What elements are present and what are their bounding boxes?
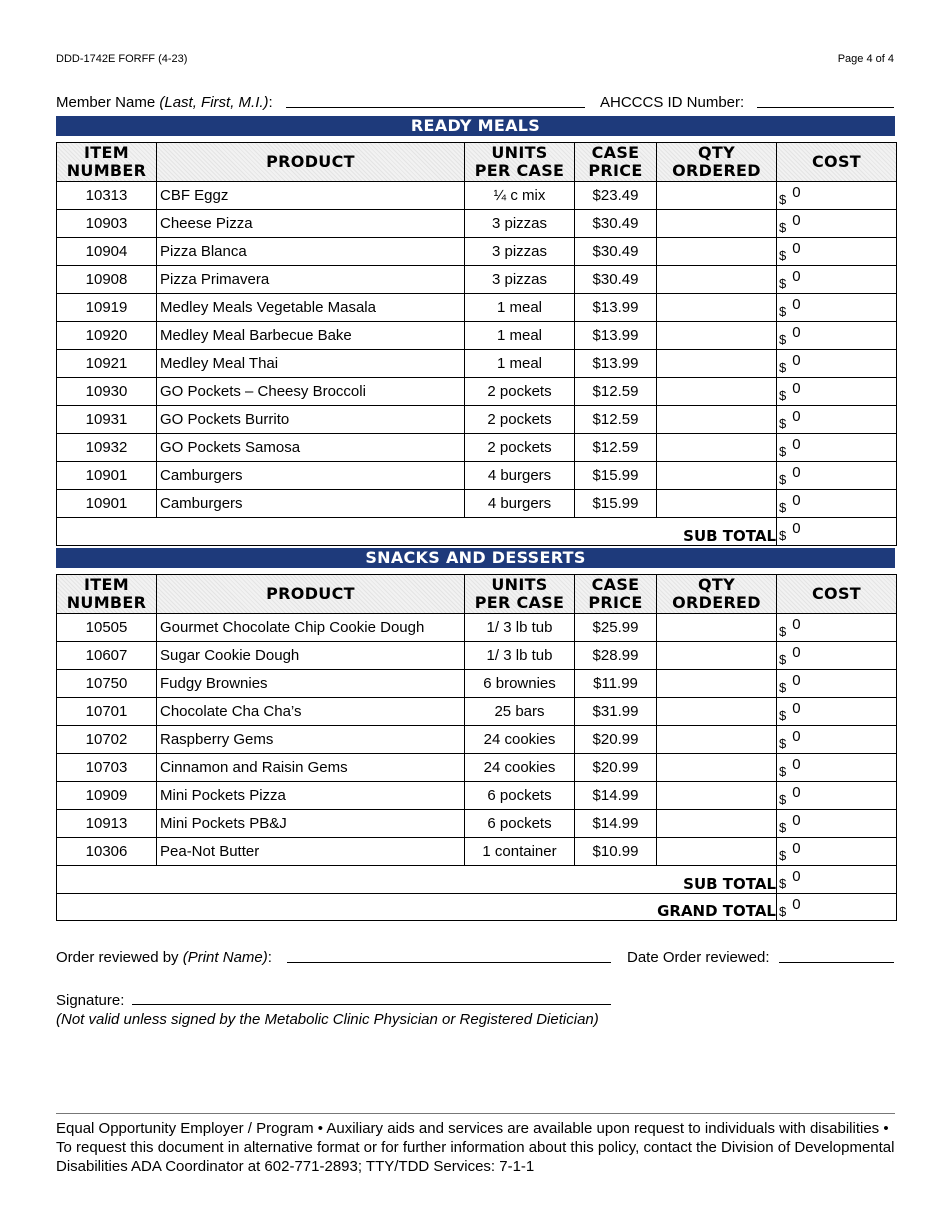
currency-sign: $ xyxy=(779,472,787,487)
units-per-case-cell: 3 pizzas xyxy=(465,210,575,238)
case-price-cell: $20.99 xyxy=(575,726,657,754)
snacks-subtotal-row xyxy=(57,866,897,894)
cost-value: 0 xyxy=(792,644,801,661)
qty-ordered-input[interactable] xyxy=(657,670,777,698)
ahcccs-id-field[interactable] xyxy=(757,107,894,108)
case-price-cell: $15.99 xyxy=(575,462,657,490)
snacks-subtotal-label: SUB TOTAL xyxy=(57,866,777,894)
product-cell: Cheese Pizza xyxy=(157,210,465,238)
case-price-cell: $13.99 xyxy=(575,294,657,322)
currency-sign: $ xyxy=(779,248,787,263)
currency-sign: $ xyxy=(779,388,787,403)
cost-value: 0 xyxy=(792,700,801,717)
qty-ordered-input[interactable] xyxy=(657,782,777,810)
table-row xyxy=(57,406,897,434)
ready-meals-subtotal-row xyxy=(57,518,897,546)
qty-ordered-input[interactable] xyxy=(657,350,777,378)
currency-sign: $ xyxy=(779,764,787,779)
table-row xyxy=(57,838,897,866)
currency-sign: $ xyxy=(779,820,787,835)
qty-ordered-input[interactable] xyxy=(657,378,777,406)
currency-sign: $ xyxy=(779,848,787,863)
col-case-price: CASE PRICE xyxy=(575,575,657,614)
page-number: Page 4 of 4 xyxy=(837,53,894,65)
snacks-header-row xyxy=(57,575,897,614)
snacks-table xyxy=(56,574,897,921)
cost-field[interactable] xyxy=(777,642,897,670)
table-row xyxy=(57,434,897,462)
snacks-subtotal-field[interactable] xyxy=(777,866,897,894)
item-number-cell: 10921 xyxy=(57,350,157,378)
case-price-cell: $20.99 xyxy=(575,754,657,782)
currency-sign: $ xyxy=(779,304,787,319)
ready-meals-header-row xyxy=(57,143,897,182)
units-per-case-cell: 3 pizzas xyxy=(465,238,575,266)
units-per-case-cell: 1 container xyxy=(465,838,575,866)
signature-field[interactable] xyxy=(132,1004,611,1005)
product-cell: GO Pockets Burrito xyxy=(157,406,465,434)
case-price-cell: $30.49 xyxy=(575,238,657,266)
item-number-cell: 10931 xyxy=(57,406,157,434)
cost-field[interactable] xyxy=(777,322,897,350)
cost-field[interactable] xyxy=(777,838,897,866)
case-price-cell: $12.59 xyxy=(575,406,657,434)
table-row xyxy=(57,490,897,518)
currency-sign: $ xyxy=(779,416,787,431)
reviewed-by-field[interactable] xyxy=(287,962,611,963)
item-number-cell: 10920 xyxy=(57,322,157,350)
col-units-per-case: UNITS PER CASE xyxy=(465,143,575,182)
case-price-cell: $30.49 xyxy=(575,266,657,294)
table-row xyxy=(57,614,897,642)
qty-ordered-input[interactable] xyxy=(657,642,777,670)
cost-field[interactable] xyxy=(777,378,897,406)
grand-total-label: GRAND TOTAL xyxy=(57,894,777,921)
table-row xyxy=(57,462,897,490)
currency-sign: $ xyxy=(779,528,787,543)
currency-sign: $ xyxy=(779,444,787,459)
qty-ordered-input[interactable] xyxy=(657,698,777,726)
qty-ordered-input[interactable] xyxy=(657,462,777,490)
qty-ordered-input[interactable] xyxy=(657,266,777,294)
cost-field[interactable] xyxy=(777,490,897,518)
item-number-cell: 10607 xyxy=(57,642,157,670)
currency-sign: $ xyxy=(779,500,787,515)
signature-label: Signature: xyxy=(56,992,125,1009)
col-item-number: ITEM NUMBER xyxy=(57,143,157,182)
units-per-case-cell: 1/ 3 lb tub xyxy=(465,614,575,642)
cost-value: 0 xyxy=(792,728,801,745)
cost-field[interactable] xyxy=(777,434,897,462)
table-row xyxy=(57,322,897,350)
date-reviewed-field[interactable] xyxy=(779,962,894,963)
cost-value: 0 xyxy=(792,408,801,425)
cost-field[interactable] xyxy=(777,462,897,490)
cost-value: 0 xyxy=(792,240,801,257)
item-number-cell: 10750 xyxy=(57,670,157,698)
units-per-case-cell: 4 burgers xyxy=(465,462,575,490)
cost-value: 0 xyxy=(792,296,801,313)
units-per-case-cell: 3 pizzas xyxy=(465,266,575,294)
ready-meals-title: READY MEALS xyxy=(56,116,895,136)
cost-value: 0 xyxy=(792,268,801,285)
cost-value: 0 xyxy=(792,464,801,481)
product-cell: Raspberry Gems xyxy=(157,726,465,754)
case-price-cell: $13.99 xyxy=(575,350,657,378)
cost-value: 0 xyxy=(792,380,801,397)
cost-field[interactable] xyxy=(777,182,897,210)
units-per-case-cell: 6 pockets xyxy=(465,782,575,810)
table-row xyxy=(57,698,897,726)
case-price-cell: $31.99 xyxy=(575,698,657,726)
item-number-cell: 10702 xyxy=(57,726,157,754)
product-cell: GO Pockets – Cheesy Broccoli xyxy=(157,378,465,406)
reviewed-by-text: Order reviewed by xyxy=(56,949,179,966)
qty-ordered-input[interactable] xyxy=(657,406,777,434)
col-qty-ordered: QTY ORDERED xyxy=(657,143,777,182)
table-row xyxy=(57,726,897,754)
product-cell: Cinnamon and Raisin Gems xyxy=(157,754,465,782)
item-number-cell: 10703 xyxy=(57,754,157,782)
col-qty-ordered: QTY ORDERED xyxy=(657,575,777,614)
currency-sign: $ xyxy=(779,876,787,891)
cost-value: 0 xyxy=(792,616,801,633)
product-cell: Camburgers xyxy=(157,462,465,490)
table-row xyxy=(57,294,897,322)
product-cell: Pea-Not Butter xyxy=(157,838,465,866)
cost-value: 0 xyxy=(792,492,801,509)
qty-ordered-input[interactable] xyxy=(657,754,777,782)
form-id: DDD-1742E FORFF (4-23) xyxy=(56,53,188,65)
cost-field[interactable] xyxy=(777,614,897,642)
product-cell: Chocolate Cha Cha’s xyxy=(157,698,465,726)
col-product: PRODUCT xyxy=(157,143,465,182)
currency-sign: $ xyxy=(779,708,787,723)
col-case-price: CASE PRICE xyxy=(575,143,657,182)
snacks-subtotal-value: 0 xyxy=(792,868,801,885)
currency-sign: $ xyxy=(779,276,787,291)
table-row xyxy=(57,210,897,238)
item-number-cell: 10932 xyxy=(57,434,157,462)
item-number-cell: 10901 xyxy=(57,490,157,518)
currency-sign: $ xyxy=(779,220,787,235)
currency-sign: $ xyxy=(779,680,787,695)
cost-field[interactable] xyxy=(777,726,897,754)
currency-sign: $ xyxy=(779,792,787,807)
product-cell: Pizza Blanca xyxy=(157,238,465,266)
cost-field[interactable] xyxy=(777,294,897,322)
table-row xyxy=(57,754,897,782)
case-price-cell: $15.99 xyxy=(575,490,657,518)
table-row xyxy=(57,350,897,378)
case-price-cell: $13.99 xyxy=(575,322,657,350)
currency-sign: $ xyxy=(779,736,787,751)
cost-field[interactable] xyxy=(777,670,897,698)
qty-ordered-input[interactable] xyxy=(657,210,777,238)
units-per-case-cell: 24 cookies xyxy=(465,726,575,754)
currency-sign: $ xyxy=(779,192,787,207)
units-per-case-cell: 6 brownies xyxy=(465,670,575,698)
reviewed-by-colon: : xyxy=(267,949,272,966)
cost-value: 0 xyxy=(792,672,801,689)
table-row xyxy=(57,182,897,210)
table-row xyxy=(57,670,897,698)
col-cost: COST xyxy=(777,143,897,182)
cost-field[interactable] xyxy=(777,210,897,238)
case-price-cell: $25.99 xyxy=(575,614,657,642)
ready-meals-subtotal-label: SUB TOTAL xyxy=(57,518,777,546)
units-per-case-cell: 2 pockets xyxy=(465,378,575,406)
item-number-cell: 10901 xyxy=(57,462,157,490)
ready-meals-subtotal-field[interactable] xyxy=(777,518,897,546)
footer-divider xyxy=(56,1113,895,1114)
table-row xyxy=(57,642,897,670)
cost-field[interactable] xyxy=(777,698,897,726)
table-row xyxy=(57,266,897,294)
ready-meals-table xyxy=(56,142,897,546)
col-item-number: ITEM NUMBER xyxy=(57,575,157,614)
qty-ordered-input[interactable] xyxy=(657,490,777,518)
member-name-label xyxy=(56,94,273,111)
currency-sign: $ xyxy=(779,652,787,667)
cost-field[interactable] xyxy=(777,810,897,838)
product-cell: Fudgy Brownies xyxy=(157,670,465,698)
qty-ordered-input[interactable] xyxy=(657,238,777,266)
cost-value: 0 xyxy=(792,756,801,773)
cost-value: 0 xyxy=(792,840,801,857)
product-cell: Sugar Cookie Dough xyxy=(157,642,465,670)
product-cell: Mini Pockets Pizza xyxy=(157,782,465,810)
table-row xyxy=(57,378,897,406)
units-per-case-cell: 1 meal xyxy=(465,322,575,350)
footer-notice: Equal Opportunity Employer / Program • Auxiliary aids and services are available upon request to individuals with disabilities • To request this document in alternative format or for further information about this policy, contact the Division of Developmental Disabilities ADA Coordinator at 602-771-2893; TTY/TDD Services: 7-1-1 xyxy=(56,1120,895,1175)
date-reviewed-label: Date Order reviewed: xyxy=(627,949,770,966)
product-cell: Medley Meal Barbecue Bake xyxy=(157,322,465,350)
qty-ordered-input[interactable] xyxy=(657,614,777,642)
col-units-per-case: UNITS PER CASE xyxy=(465,575,575,614)
item-number-cell: 10904 xyxy=(57,238,157,266)
grand-total-field[interactable] xyxy=(777,894,897,921)
qty-ordered-input[interactable] xyxy=(657,434,777,462)
member-name-hint: (Last, First, M.I.) xyxy=(159,94,269,111)
item-number-cell: 10306 xyxy=(57,838,157,866)
item-number-cell: 10313 xyxy=(57,182,157,210)
case-price-cell: $23.49 xyxy=(575,182,657,210)
member-name-field[interactable] xyxy=(286,107,585,108)
units-per-case-cell: 4 burgers xyxy=(465,490,575,518)
cost-value: 0 xyxy=(792,784,801,801)
snacks-title: SNACKS AND DESSERTS xyxy=(56,548,895,568)
currency-sign: $ xyxy=(779,332,787,347)
units-per-case-cell: 1/ 3 lb tub xyxy=(465,642,575,670)
cost-value: 0 xyxy=(792,436,801,453)
units-per-case-cell: 2 pockets xyxy=(465,434,575,462)
cost-value: 0 xyxy=(792,212,801,229)
currency-sign: $ xyxy=(779,903,787,919)
case-price-cell: $12.59 xyxy=(575,378,657,406)
cost-field[interactable] xyxy=(777,406,897,434)
reviewed-by-label xyxy=(56,949,272,966)
units-per-case-cell: 1 meal xyxy=(465,350,575,378)
col-product: PRODUCT xyxy=(157,575,465,614)
cost-field[interactable] xyxy=(777,266,897,294)
case-price-cell: $28.99 xyxy=(575,642,657,670)
ready-meals-subtotal-value: 0 xyxy=(792,520,801,537)
case-price-cell: $11.99 xyxy=(575,670,657,698)
units-per-case-cell: ¼ c mix xyxy=(465,182,575,210)
qty-ordered-input[interactable] xyxy=(657,294,777,322)
qty-ordered-input[interactable] xyxy=(657,322,777,350)
case-price-cell: $10.99 xyxy=(575,838,657,866)
cost-field[interactable] xyxy=(777,350,897,378)
item-number-cell: 10505 xyxy=(57,614,157,642)
qty-ordered-input[interactable] xyxy=(657,726,777,754)
grand-total-row xyxy=(57,894,897,921)
cost-value: 0 xyxy=(792,812,801,829)
cost-field[interactable] xyxy=(777,782,897,810)
currency-sign: $ xyxy=(779,360,787,375)
units-per-case-cell: 2 pockets xyxy=(465,406,575,434)
case-price-cell: $14.99 xyxy=(575,810,657,838)
reviewed-by-hint: (Print Name) xyxy=(182,949,268,966)
table-row xyxy=(57,782,897,810)
product-cell: Medley Meals Vegetable Masala xyxy=(157,294,465,322)
cost-field[interactable] xyxy=(777,238,897,266)
table-row xyxy=(57,810,897,838)
item-number-cell: 10913 xyxy=(57,810,157,838)
case-price-cell: $14.99 xyxy=(575,782,657,810)
col-cost: COST xyxy=(777,575,897,614)
ahcccs-id-label: AHCCCS ID Number: xyxy=(600,94,745,111)
case-price-cell: $30.49 xyxy=(575,210,657,238)
product-cell: Mini Pockets PB&J xyxy=(157,810,465,838)
cost-value: 0 xyxy=(792,352,801,369)
units-per-case-cell: 24 cookies xyxy=(465,754,575,782)
cost-value: 0 xyxy=(792,324,801,341)
item-number-cell: 10908 xyxy=(57,266,157,294)
product-cell: Camburgers xyxy=(157,490,465,518)
member-name-text: Member Name xyxy=(56,94,156,111)
item-number-cell: 10919 xyxy=(57,294,157,322)
table-row xyxy=(57,238,897,266)
item-number-cell: 10701 xyxy=(57,698,157,726)
product-cell: Pizza Primavera xyxy=(157,266,465,294)
cost-value: 0 xyxy=(792,184,801,201)
grand-total-value: 0 xyxy=(792,895,801,913)
qty-ordered-input[interactable] xyxy=(657,810,777,838)
qty-ordered-input[interactable] xyxy=(657,182,777,210)
units-per-case-cell: 6 pockets xyxy=(465,810,575,838)
qty-ordered-input[interactable] xyxy=(657,838,777,866)
product-cell: GO Pockets Samosa xyxy=(157,434,465,462)
signature-note: (Not valid unless signed by the Metabolic Clinic Physician or Registered Dietician) xyxy=(56,1011,599,1028)
product-cell: CBF Eggz xyxy=(157,182,465,210)
currency-sign: $ xyxy=(779,624,787,639)
product-cell: Medley Meal Thai xyxy=(157,350,465,378)
units-per-case-cell: 25 bars xyxy=(465,698,575,726)
case-price-cell: $12.59 xyxy=(575,434,657,462)
item-number-cell: 10909 xyxy=(57,782,157,810)
units-per-case-cell: 1 meal xyxy=(465,294,575,322)
member-name-colon: : xyxy=(268,94,273,111)
item-number-cell: 10930 xyxy=(57,378,157,406)
cost-field[interactable] xyxy=(777,754,897,782)
item-number-cell: 10903 xyxy=(57,210,157,238)
product-cell: Gourmet Chocolate Chip Cookie Dough xyxy=(157,614,465,642)
